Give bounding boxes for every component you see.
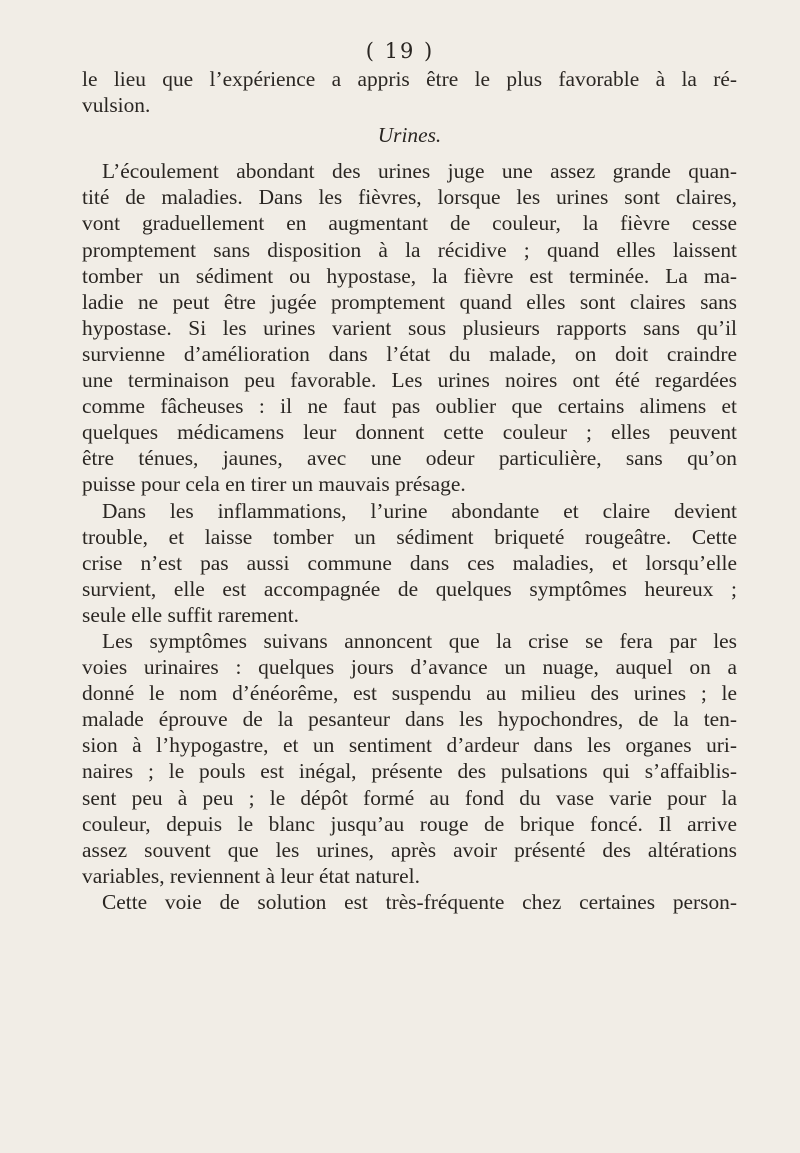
text-line: être ténues, jaunes, avec une odeur particulière, sans qu’on [82,446,737,471]
paragraph-3 [82,628,737,889]
text-line: tomber un sédiment ou hypostase, la fièvre est terminée. La ma- [82,263,737,288]
text-line: assez souvent que les urines, après avoir présenté des altérations [82,837,737,862]
text-line: tité de maladies. Dans les fièvres, lorsque les urines sont claires, [82,185,737,210]
text-line: Dans les inflammations, l’urine abondante et claire devient [102,498,737,523]
paragraph-1 [82,158,737,497]
text-line: malade éprouve de la pesanteur dans les hypochondres, de la ten- [82,707,737,732]
text-line: survient, elle est accompagnée de quelques symptômes heureux ; [82,576,737,601]
text-line: crise n’est pas aussi commune dans ces maladies, et lorsqu’elle [82,550,737,575]
text-line: hypostase. Si les urines varient sous plusieurs rapports sans qu’il [82,315,737,340]
text-line: sent peu à peu ; le dépôt formé au fond du vase varie pour la [82,785,737,810]
text-line: L’écoulement abondant des urines juge une assez grande quan- [102,159,737,184]
paragraph-4 [82,889,737,915]
paragraph-2 [82,498,737,628]
section-heading: Urines. [377,123,442,148]
text-line: donné le nom d’énéorême, est suspendu au milieu des urines ; le [82,681,737,706]
text-line: une terminaison peu favorable. Les urines noires ont été regardées [82,368,737,393]
text-line: promptement sans disposition à la récidive ; quand elles laissent [82,237,737,262]
text-line: survienne d’amélioration dans l’état du malade, on doit craindre [82,341,737,366]
page-body [82,66,737,915]
text-line: comme fâcheuses : il ne faut pas oublier que certains alimens et [82,394,737,419]
text-line: vont graduellement en augmentant de couleur, la fièvre cesse [82,211,737,236]
text-line: quelques médicamens leur donnent cette couleur ; elles peuvent [82,420,737,445]
page-number: ( 19 ) [365,39,435,63]
text-line: vulsion. [82,93,151,118]
text-line: naires ; le pouls est inégal, présente des pulsations qui s’affaiblis- [82,759,737,784]
text-line: variables, reviennent à leur état naturel. [82,863,420,888]
text-line: Cette voie de solution est très-fréquente chez certaines person- [102,889,737,914]
text-line: voies urinaires : quelques jours d’avance un nuage, auquel on a [82,655,737,680]
text-line: sion à l’hypogastre, et un sentiment d’ardeur dans les organes uri- [82,733,737,758]
text-line: seule elle suffit rarement. [82,602,299,627]
text-line: ladie ne peut être jugée promptement quand elles sont claires sans [82,289,737,314]
text-line: Les symptômes suivans annoncent que la crise se fera par les [102,628,737,653]
text-line: couleur, depuis le blanc jusqu’au rouge de brique foncé. Il arrive [82,811,737,836]
text-line: puisse pour cela en tirer un mauvais présage. [82,472,466,497]
text-line: le lieu que l’expérience a appris être le plus favorable à la ré- [82,67,737,91]
text-line: trouble, et laisse tomber un sédiment briqueté rougeâtre. Cette [82,524,737,549]
